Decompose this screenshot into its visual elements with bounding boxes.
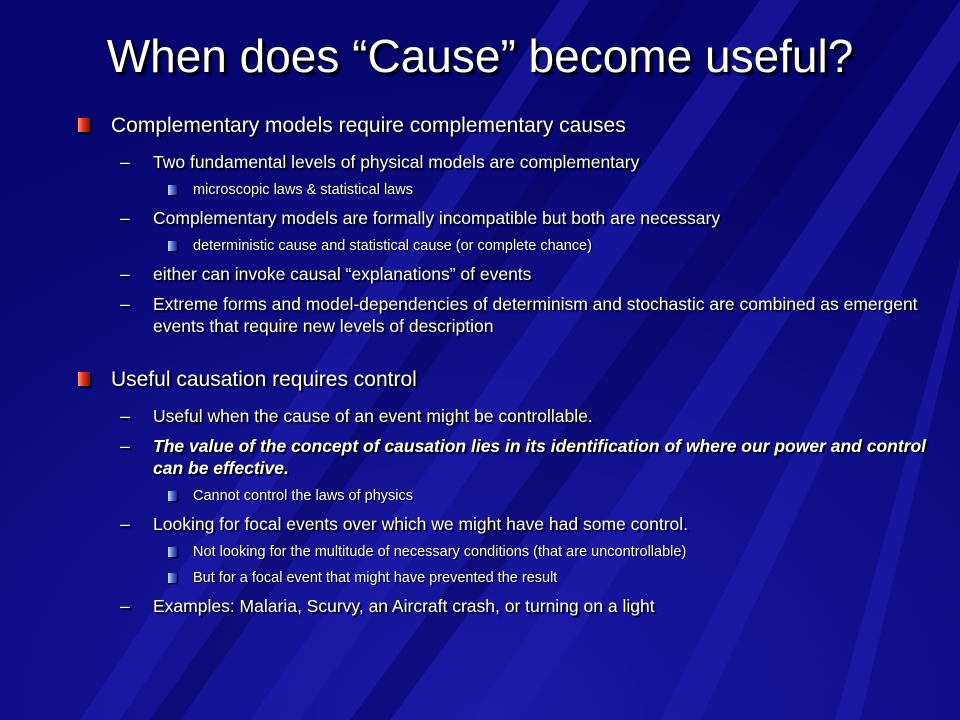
bullet-level2 [120,595,938,617]
bullet-level2 [120,207,938,229]
bullet-text: microscopic laws & statistical laws [193,182,413,198]
red-square-bullet-icon [78,118,90,132]
bullet-level2 [120,405,938,427]
red-square-bullet-icon [78,372,90,386]
bullet-text: deterministic cause and statistical cause (or complete chance) [193,238,592,254]
blue-square-bullet-icon [168,547,177,557]
bullet-text: Useful causation requires control [111,368,417,391]
section-spacer [78,345,938,367]
bullet-text: Examples: Malaria, Scurvy, an Aircraft crash, or turning on a light [153,596,655,616]
bullet-text-emphasis: The value of the concept of causation lies in its identification of where our power and control can be effective. [153,436,927,478]
slide-title: When does “Cause” become useful? [106,30,854,82]
bullet-level3 [168,237,938,255]
bullet-text: Not looking for the multitude of necessary conditions (that are uncontrollable) [193,544,687,560]
bullet-text: But for a focal event that might have prevented the result [193,570,558,586]
bullet-text: Looking for focal events over which we might have had some control. [153,514,689,534]
dash-bullet-icon: – [120,406,130,426]
dash-bullet-icon: – [120,264,130,284]
dash-bullet-icon: – [120,208,130,228]
bullet-level2 [120,293,938,337]
bullet-level2 [120,151,938,173]
dash-bullet-icon: – [120,596,130,616]
blue-square-bullet-icon [168,241,177,251]
blue-square-bullet-icon [168,573,177,583]
bullet-text: either can invoke causal “explanations” of events [153,264,532,284]
bullet-level3 [168,487,938,505]
blue-square-bullet-icon [168,185,177,195]
bullet-text: Cannot control the laws of physics [193,488,414,504]
bullet-level1 [78,367,938,393]
dash-bullet-icon: – [120,436,130,456]
bullet-text: Complementary models are formally incompatible but both are necessary [153,208,721,228]
bullet-text: Two fundamental levels of physical models are complementary [153,152,640,172]
bullet-level2 [120,263,938,285]
blue-square-bullet-icon [168,491,177,501]
bullet-level3 [168,181,938,199]
dash-bullet-icon: – [120,514,130,534]
bullet-level3 [168,569,938,587]
bullet-level3 [168,543,938,561]
dash-bullet-icon: – [120,294,130,314]
slide-content [78,113,938,625]
bullet-text: Extreme forms and model-dependencies of determinism and stochastic are combined as emergent events that require new levels of description [153,294,918,336]
bullet-level2 [120,513,938,535]
bullet-level1 [78,113,938,139]
dash-bullet-icon: – [120,152,130,172]
bullet-level2 [120,435,938,479]
bullet-text: Complementary models require complementary causes [111,114,626,137]
bullet-text: Useful when the cause of an event might be controllable. [153,406,593,426]
